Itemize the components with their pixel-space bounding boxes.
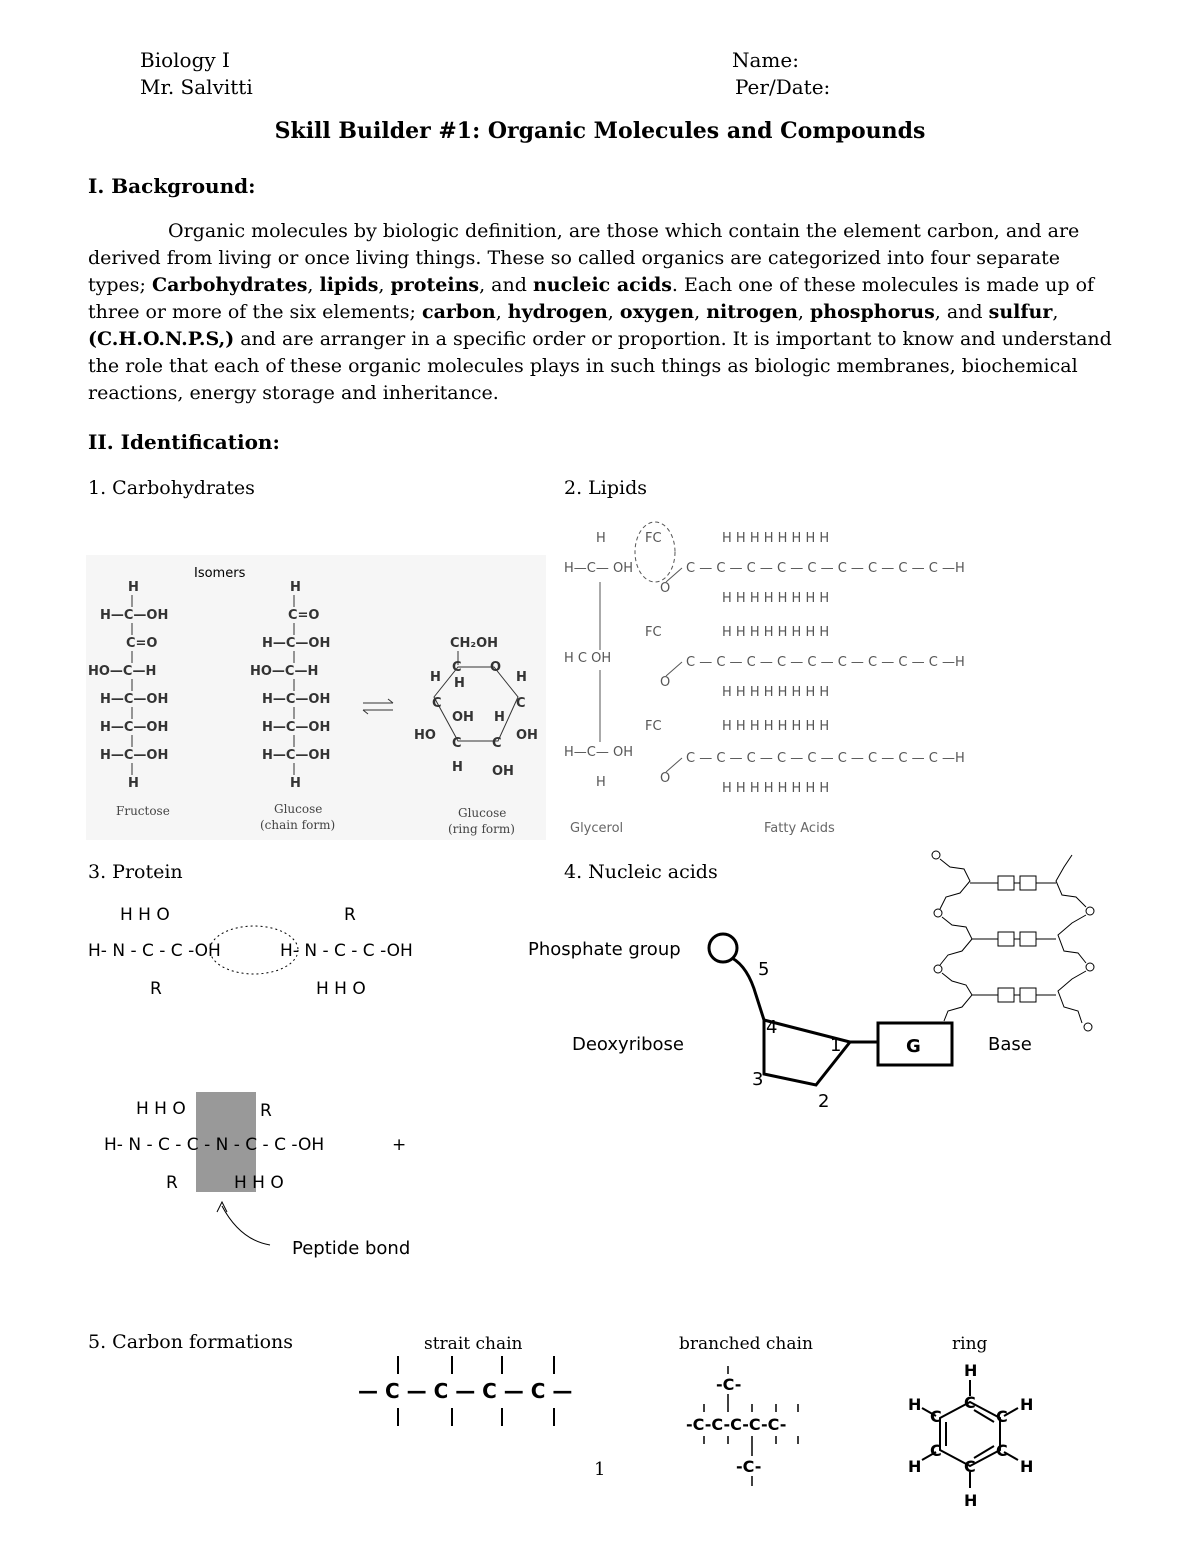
svg-text:H H O: H H O (120, 905, 170, 925)
strait-chain-label: strait chain (424, 1334, 523, 1354)
svg-text:C: C (452, 736, 462, 751)
background-heading: I. Background: (88, 174, 256, 198)
svg-text:C — C — C — C — C — C — C — C: C — C — C — C — C — C — C — C — C —H (686, 751, 965, 766)
svg-text:H: H (516, 670, 527, 685)
phosphate-group-label: Phosphate group (528, 939, 681, 960)
svg-text:H—C—OH: H—C—OH (100, 608, 169, 623)
glycerol-structure (564, 531, 633, 790)
svg-text:-C-: -C- (736, 1457, 762, 1476)
page-title: Skill Builder #1: Organic Molecules and Compounds (274, 118, 926, 144)
svg-text:H: H (1020, 1395, 1034, 1414)
deoxyribose-label: Deoxyribose (572, 1034, 684, 1055)
svg-text:H—C—OH: H—C—OH (262, 636, 331, 651)
svg-text:R: R (166, 1173, 178, 1193)
svg-text:H: H (964, 1491, 978, 1510)
svg-text:-C-: -C- (716, 1375, 742, 1394)
svg-text:H H O: H H O (316, 979, 366, 999)
base-letter: G (906, 1036, 921, 1057)
svg-text:C: C (452, 660, 462, 675)
svg-text:H: H (128, 776, 139, 791)
svg-text:FC: FC (645, 625, 662, 640)
background-paragraph: Organic molecules by biologic definition, are those which contain the element carbon, and are derived from living or once living things. These so called organics are categorized into four separate types; Carbohydrates, lipids, proteins, and nucleic acids. Each one of these molecules is made up of three or more of the six elements; carbon, hydrogen, oxygen, nitrogen, phosphorus, and sulfur, (C.H.O.N.P.S,) and are arranger in a specific order or proportion. It is important to know and understand the role that each of these organic molecules plays in such things as biologic membranes, biochemical reactions, energy storage and inheritance. (88, 220, 1112, 404)
amino-acids-diagram (86, 898, 446, 1008)
teacher-name: Mr. Salvitti (140, 75, 253, 99)
svg-text:C — C — C — C — C — C — C — C: C — C — C — C — C — C — C — C — C —H (686, 561, 965, 576)
glucose-ring-caption-2: (ring form) (448, 822, 515, 836)
branched-chain-label: branched chain (679, 1334, 813, 1354)
plus-sign: + (392, 1135, 407, 1155)
svg-text:H H H H H H: H H H H H H H H (722, 591, 830, 606)
svg-text:HO—C—H: HO—C—H (88, 664, 157, 679)
svg-text:H: H (596, 531, 606, 546)
svg-text:C: C (432, 696, 442, 711)
svg-text:H: H (1020, 1457, 1034, 1476)
svg-text:H: H (128, 580, 139, 595)
protein-label: 3. Protein (88, 861, 183, 883)
identification-heading: II. Identification: (88, 430, 280, 454)
svg-text:CH₂OH: CH₂OH (450, 636, 499, 651)
svg-text:H- N - C - C -OH: H- N - C - C -OH (88, 941, 221, 961)
svg-text:C: C (516, 696, 526, 711)
svg-text:OH: OH (452, 710, 474, 725)
svg-text:O: O (660, 675, 671, 690)
svg-text:H—C— OH: H—C— OH (564, 745, 633, 760)
fructose-caption: Fructose (116, 804, 170, 818)
svg-text:H H H H H H: H H H H H H H H (722, 625, 830, 640)
lipids-diagram (560, 520, 1000, 840)
svg-text:H—C—OH: H—C—OH (262, 720, 331, 735)
svg-text:C: C (930, 1441, 942, 1460)
ring-label: ring (952, 1334, 988, 1354)
svg-text:R: R (344, 905, 356, 925)
strait-chain-atoms: — C — C — C — C — (358, 1379, 573, 1403)
svg-text:HO—C—H: HO—C—H (250, 664, 319, 679)
svg-text:C=O: C=O (288, 608, 320, 623)
carbohydrates-label: 1. Carbohydrates (88, 477, 255, 499)
base-label: Base (988, 1034, 1032, 1055)
svg-text:H H O: H H O (234, 1173, 284, 1193)
glucose-ring-caption-1: Glucose (458, 806, 507, 820)
carbon-1-label: 1 (830, 1035, 842, 1056)
svg-text:C: C (930, 1407, 942, 1426)
svg-text:H H H H H H: H H H H H H H H (722, 685, 830, 700)
course-name: Biology I (140, 48, 230, 72)
svg-text:O: O (660, 771, 671, 786)
svg-text:C — C — C — C — C — C — C — C: C — C — C — C — C — C — C — C — C —H (686, 655, 965, 670)
page-number: 1 (594, 1459, 606, 1480)
svg-text:H—C—OH: H—C—OH (100, 720, 169, 735)
dipeptide-diagram (100, 1090, 440, 1260)
svg-text:R: R (150, 979, 162, 999)
svg-text:FC: FC (645, 719, 662, 734)
svg-text:H- N - C - C - N - C - C -OH: H- N - C - C - N - C - C -OH (104, 1135, 325, 1155)
branched-chain-diagram (680, 1362, 830, 1492)
fatty-acid-1 (645, 531, 965, 606)
svg-text:H—C—OH: H—C—OH (262, 748, 331, 763)
fatty-acid-2 (645, 625, 965, 700)
per-date-label: Per/Date: (735, 75, 831, 99)
fatty-acids-caption: Fatty Acids (764, 821, 835, 836)
svg-text:H H H H H H: H H H H H H H H (722, 781, 830, 796)
lipids-label: 2. Lipids (564, 477, 648, 499)
svg-text:-C-C-C-C-C-: -C-C-C-C-C- (686, 1415, 787, 1434)
svg-text:H: H (596, 775, 606, 790)
svg-text:C: C (964, 1457, 976, 1476)
isomers-label: Isomers (194, 566, 246, 581)
svg-text:H—C—OH: H—C—OH (100, 692, 169, 707)
svg-text:C: C (492, 736, 502, 751)
strait-chain-diagram (356, 1352, 596, 1432)
svg-text:H: H (454, 676, 465, 691)
carbon-4-label: 4 (766, 1017, 778, 1038)
svg-text:C: C (996, 1441, 1008, 1460)
name-label: Name: (732, 48, 799, 72)
svg-text:H: H (290, 580, 301, 595)
peptide-bond-arrow (217, 1202, 270, 1245)
svg-text:H H O: H H O (136, 1099, 186, 1119)
carbon-formations-label: 5. Carbon formations (88, 1331, 294, 1353)
svg-text:H: H (452, 760, 463, 775)
svg-text:C: C (964, 1393, 976, 1412)
svg-text:C: C (996, 1407, 1008, 1426)
svg-text:H: H (964, 1361, 978, 1380)
glucose-chain-caption-1: Glucose (274, 802, 323, 816)
carbohydrates-diagram (86, 555, 546, 840)
nucleic-acids-label: 4. Nucleic acids (564, 861, 718, 883)
svg-text:H H H H H H: H H H H H H H H (722, 719, 830, 734)
svg-text:H: H (290, 776, 301, 791)
svg-text:HO: HO (414, 728, 436, 743)
svg-text:C=O: C=O (126, 636, 158, 651)
benzene-ring-diagram (900, 1360, 1050, 1510)
svg-text:H—C—OH: H—C—OH (100, 748, 169, 763)
amino-acid-2 (280, 905, 413, 999)
fatty-acid-3 (645, 719, 965, 796)
amino-acid-1 (88, 905, 221, 999)
branched-chain-atoms (686, 1375, 786, 1476)
carbon-3-label: 3 (752, 1069, 764, 1090)
svg-text:OH: OH (492, 764, 514, 779)
svg-text:O: O (490, 660, 502, 675)
carbon-2-label: 2 (818, 1091, 830, 1112)
svg-text:H- N - C - C -OH: H- N - C - C -OH (280, 941, 413, 961)
svg-text:H: H (908, 1395, 922, 1414)
svg-text:R: R (260, 1101, 272, 1121)
peptide-bond-label: Peptide bond (292, 1238, 411, 1259)
glucose-chain-caption-2: (chain form) (260, 818, 336, 832)
svg-text:H: H (908, 1457, 922, 1476)
svg-text:FC: FC (645, 531, 662, 546)
dna-ladder-sketch (932, 851, 1094, 1031)
svg-text:H: H (430, 670, 441, 685)
svg-text:H—C— OH: H—C— OH (564, 561, 633, 576)
svg-text:H: H (494, 710, 505, 725)
svg-text:H—C—OH: H—C—OH (262, 692, 331, 707)
svg-text:H H H H H H: H H H H H H H H (722, 531, 830, 546)
svg-text:H C OH: H C OH (564, 651, 612, 666)
nucleotide-diagram (520, 845, 1110, 1125)
glycerol-caption: Glycerol (570, 821, 624, 836)
svg-text:OH: OH (516, 728, 538, 743)
carbon-5-label: 5 (758, 959, 770, 980)
svg-text:O: O (660, 581, 671, 596)
